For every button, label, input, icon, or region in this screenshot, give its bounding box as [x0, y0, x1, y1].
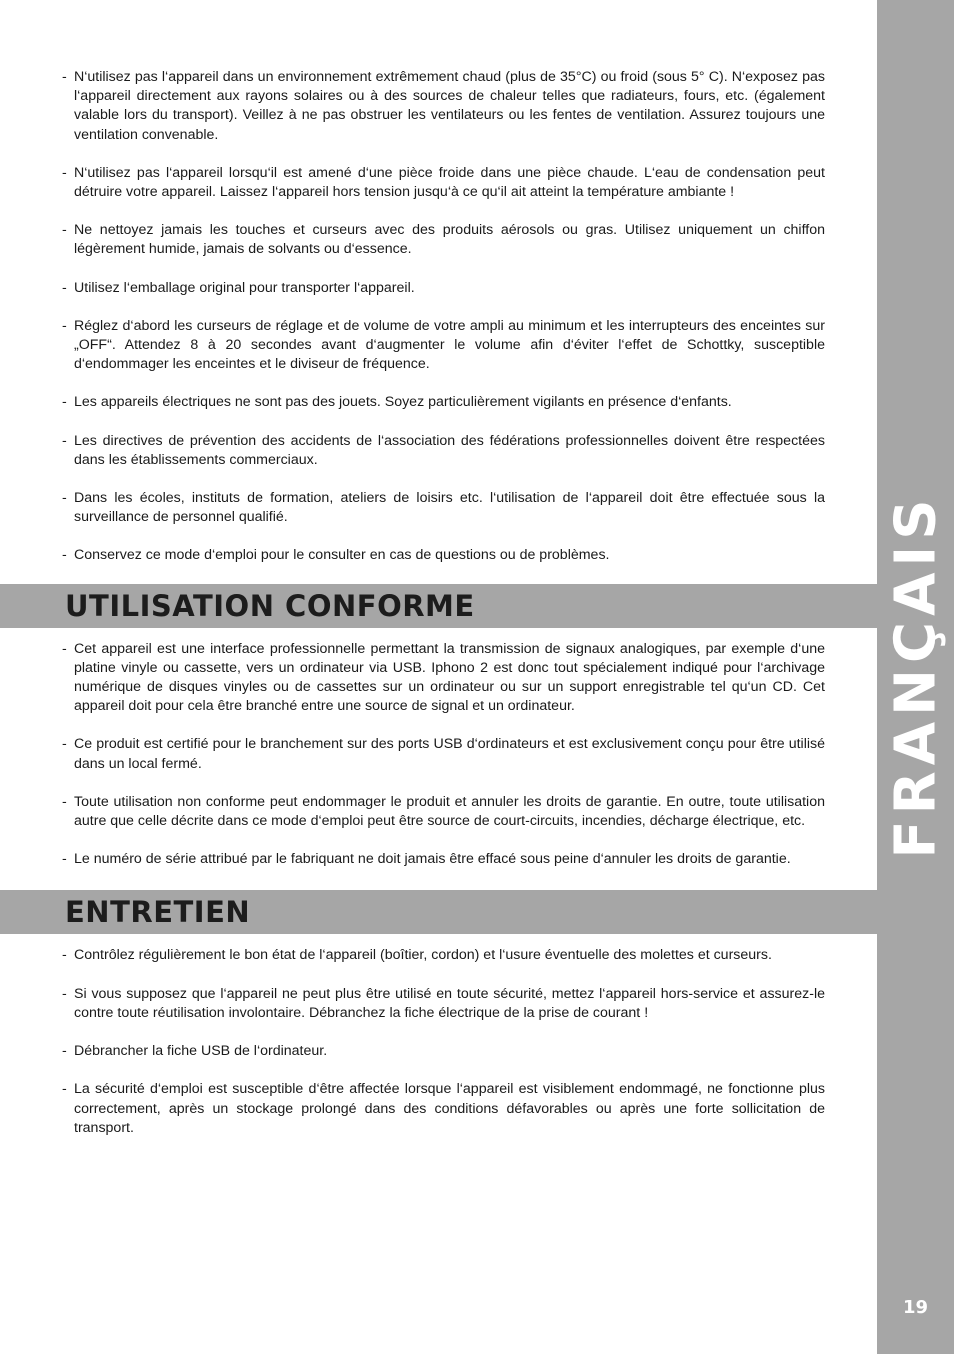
item-text: Conservez ce mode d‘emploi pour le consulter en cas de questions ou de problèmes. [74, 547, 610, 564]
list-item [62, 68, 825, 145]
item-text: Ne nettoyez jamais les touches et curseurs avec des produits aérosols ou gras. Utilisez uniquement un chiffon légèrement humide, jamais de solvants ou d‘essence. [74, 222, 825, 258]
bullet-dash: - [62, 793, 67, 810]
bullet-dash: - [62, 985, 67, 1002]
list-item [62, 221, 825, 259]
list-item [62, 1042, 825, 1061]
bullet-dash: - [62, 1043, 67, 1060]
item-text: Contrôlez régulièrement le bon état de l‘appareil (boîtier, cordon) et l‘usure éventuelle des molettes et curseurs. [74, 947, 772, 964]
section-title: UTILISATION CONFORME [65, 588, 475, 623]
list-item [62, 946, 825, 965]
bullet-dash: - [62, 640, 67, 657]
bullet-dash: - [62, 490, 67, 507]
list-item [62, 489, 825, 527]
bullet-dash: - [62, 736, 67, 753]
item-text: Les appareils électriques ne sont pas des jouets. Soyez particulièrement vigilants en présence d‘enfants. [74, 394, 732, 411]
bullet-dash: - [62, 317, 67, 334]
list-item [62, 317, 825, 375]
list-item [62, 735, 825, 773]
bullet-dash: - [62, 851, 67, 868]
list-item [62, 1080, 825, 1138]
bullet-dash: - [62, 394, 67, 411]
list-item [62, 640, 825, 717]
bullet-dash: - [62, 222, 67, 239]
item-text: N‘utilisez pas l‘appareil lorsqu‘il est amené d‘une pièce froide dans une pièce chaude. L‘eau de condensation peut détruire votre appareil. Laissez l‘appareil hors tension jusqu‘à ce qu‘il ait atteint la température ambiante ! [74, 164, 825, 201]
list-item [62, 393, 825, 412]
intro-list [0, 68, 877, 566]
language-label: FRANÇAIS [883, 493, 948, 859]
section-title: ENTRETIEN [65, 895, 251, 930]
item-text: Toute utilisation non conforme peut endommager le produit et annuler les droits de garantie. En outre, toute utilisation autre que celle décrite dans ce mode d‘emploi peut être source de court-circuits, incendies, décharge électrique, etc. [74, 793, 825, 830]
list-item [62, 279, 825, 298]
section-header-usage [0, 584, 877, 628]
item-text: Réglez d‘abord les curseurs de réglage et de volume de votre ampli au minimum et les interrupteurs des enceintes sur „OFF“. Attendez 8 à 20 secondes avant d‘augmenter le volume afin d‘éviter l‘effet de Schottky, susceptible d‘endommager les enceintes et le diviseur de fréquence. [74, 317, 825, 373]
bullet-dash: - [62, 279, 67, 296]
list-item [62, 850, 825, 869]
list-item [62, 793, 825, 831]
section-header-maintenance [0, 890, 877, 934]
item-text: Utilisez l‘emballage original pour transporter l‘appareil. [74, 279, 415, 296]
item-text: Le numéro de série attribué par le fabriquant ne doit jamais être effacé sous peine d‘annuler les droits de garantie. [74, 851, 791, 868]
item-text: N‘utilisez pas l‘appareil dans un environnement extrêmement chaud (plus de 35°C) ou froid (sous 5° C). N‘exposez pas l‘appareil directement aux rayons solaires ou à des sources de chaleur telles que radiateurs, fours, etc. (également valable lors du transport). Veillez à ne pas obstruer les ventilateurs ou les fentes de ventilation. Assurez toujours une ventilation convenable. [74, 69, 825, 143]
page-number: 19 [902, 1297, 929, 1318]
item-text: Dans les écoles, instituts de formation, ateliers de loisirs etc. l‘utilisation de l‘appareil doit être effectuée sous la surveillance de personnel qualifié. [74, 490, 825, 526]
list-item [62, 546, 825, 565]
maintenance-list [0, 946, 877, 1137]
bullet-dash: - [62, 164, 67, 181]
bullet-dash: - [62, 1081, 67, 1098]
list-item [62, 164, 825, 202]
item-text: Débrancher la fiche USB de l‘ordinateur. [74, 1043, 328, 1060]
usage-list [0, 640, 877, 870]
item-text: Ce produit est certifié pour le branchement sur des ports USB d‘ordinateurs et est exclusivement conçu pour être utilisé dans un local fermé. [74, 736, 825, 772]
item-text: La sécurité d‘emploi est susceptible d‘être affectée lorsque l‘appareil est visiblement endommagé, ne fonctionne plus correctement, après un stockage prolongé dans des conditions défavorables ou après une forte sollicitation de transport. [74, 1081, 825, 1136]
bullet-dash: - [62, 69, 67, 85]
bullet-dash: - [62, 947, 67, 964]
language-sidebar [877, 0, 954, 1354]
list-item [62, 985, 825, 1023]
list-item [62, 432, 825, 470]
item-text: Si vous supposez que l‘appareil ne peut plus être utilisé en toute sécurité, mettez l‘appareil hors-service et assurez-le contre toute réutilisation involontaire. Débranchez la fiche électrique de la prise de courant ! [74, 985, 825, 1021]
item-text: Cet appareil est une interface professionnelle permettant la transmission de signaux analogiques, par exemple d‘une platine vinyle ou cassette, vers un ordinateur via USB. Iphono 2 est donc tout spécialement indiqué pour l‘archivage numérique de disques vinyles ou de cassettes sur un ordinateur ou sur un support enregistrable tel qu‘un CD. Cet appareil doit pour cela être branché entre une source de signal et un ordinateur. [74, 640, 825, 715]
bullet-dash: - [62, 547, 67, 564]
bullet-dash: - [62, 432, 67, 449]
item-text: Les directives de prévention des accidents de l‘association des fédérations professionnelles doivent être respectées dans les établissements commerciaux. [74, 432, 825, 468]
